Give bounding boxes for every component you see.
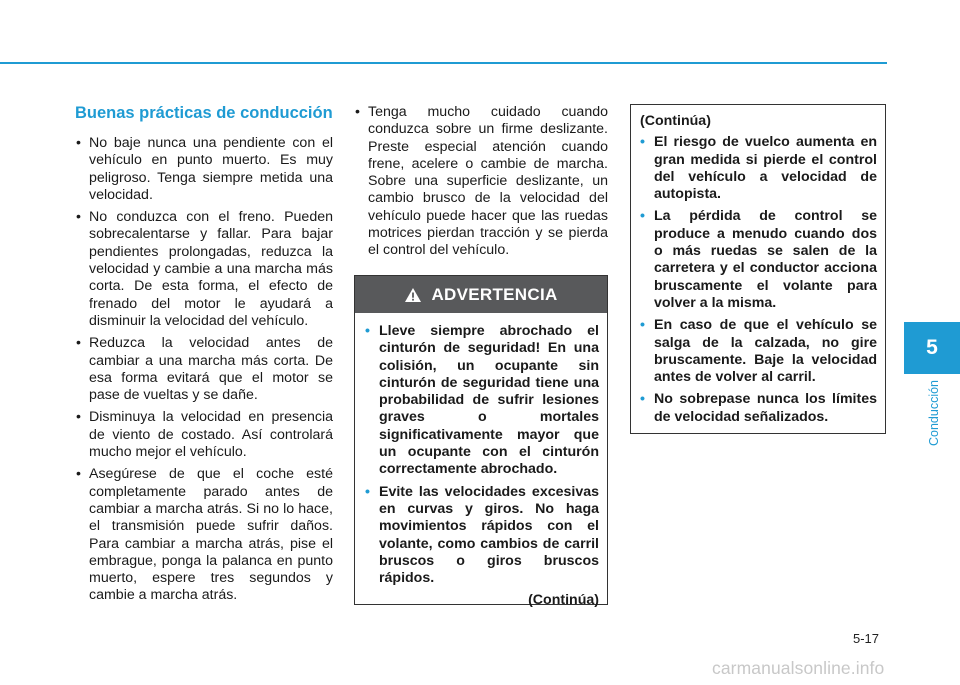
- list-item: • El riesgo de vuelco aumenta en gran medida si pierde el control del vehículo a velocidad de autopista.: [640, 134, 877, 203]
- section-title: Buenas prácticas de conducción: [75, 104, 333, 122]
- warning-body: [355, 313, 607, 608]
- warning-triangle-icon: [404, 287, 422, 303]
- list-item: • No baje nunca una pendiente con el vehículo en punto muerto. Es muy peligroso. Tenga siempre metida una velocidad.: [75, 135, 333, 204]
- chapter-label: Conducción: [927, 379, 941, 447]
- list-item: • Disminuya la velocidad en presencia de viento de costado. Así controlará mucho mejor el vehículo.: [75, 409, 333, 461]
- continued-title: (Continúa): [640, 113, 711, 129]
- continues-label: (Continúa): [528, 592, 599, 609]
- list-item: • La pérdida de control se produce a menudo cuando dos o más ruedas se salen de la carretera y el conductor acciona bruscamente el volante para volver a la misma.: [640, 208, 877, 312]
- driving-tips-list: [75, 135, 333, 605]
- chapter-tab: 5: [904, 322, 960, 374]
- slippery-road-list: [354, 104, 608, 260]
- list-item: • En caso de que el vehículo se salga de la calzada, no gire bruscamente. Baje la velocidad antes de volver al carril.: [640, 317, 877, 386]
- continued-warning-box: [630, 104, 886, 434]
- left-column: [75, 104, 333, 610]
- list-item: • No sobrepase nunca los límites de velocidad señalizados.: [640, 391, 877, 426]
- warning-list: [365, 323, 599, 587]
- warning-box: [354, 275, 608, 609]
- list-item: • Tenga mucho cuidado cuando conduzca sobre un firme deslizante. Preste especial atención cuando frene, acelere o cambie de marcha. Sobre una superficie deslizante, un cambio brusco de la velocidad del vehículo puede hacer que las ruedas motrices pierdan tracción y se pierda el control del vehículo.: [354, 104, 608, 260]
- list-item: • Asegúrese de que el coche esté completamente parado antes de cambiar a marcha atrás. Si no lo hace, el transmisión puede sufrir daños. Para cambiar a marcha atrás, pise el embrague, ponga la palanca en punto muerto, espere tres segundos y cambie a marcha atrás.: [75, 466, 333, 604]
- header-rule: [0, 62, 887, 64]
- warning-header: [355, 276, 607, 313]
- list-item: • No conduzca con el freno. Pueden sobrecalentarse y fallar. Para bajar pendientes prolongadas, reduzca la velocidad y cambie a una marcha más corta. De esta forma, el efecto de frenado del motor le ayudará a disminuir la velocidad del vehículo.: [75, 209, 333, 330]
- middle-column: [354, 104, 608, 265]
- list-item: • Reduzca la velocidad antes de cambiar a una marcha más corta. De esa forma evitará que el motor se pase de vueltas y se dañe.: [75, 335, 333, 404]
- list-item: • Evite las velocidades excesivas en curvas y giros. No haga movimientos rápidos con el volante, como cambios de carril bruscos o giros bruscos rápidos.: [365, 484, 599, 588]
- watermark: carmanualsonline.info: [712, 658, 885, 678]
- page-number: 5-17: [853, 631, 880, 646]
- continued-list: [640, 134, 877, 426]
- list-item: • Lleve siempre abrochado el cinturón de seguridad! En una colisión, un ocupante sin cinturón de seguridad tiene una probabilidad de sufrir lesiones graves o mortales significativamente mayor que un ocupante con el cinturón correctamente abrochado.: [365, 323, 599, 479]
- warning-title: ADVERTENCIA: [431, 284, 558, 304]
